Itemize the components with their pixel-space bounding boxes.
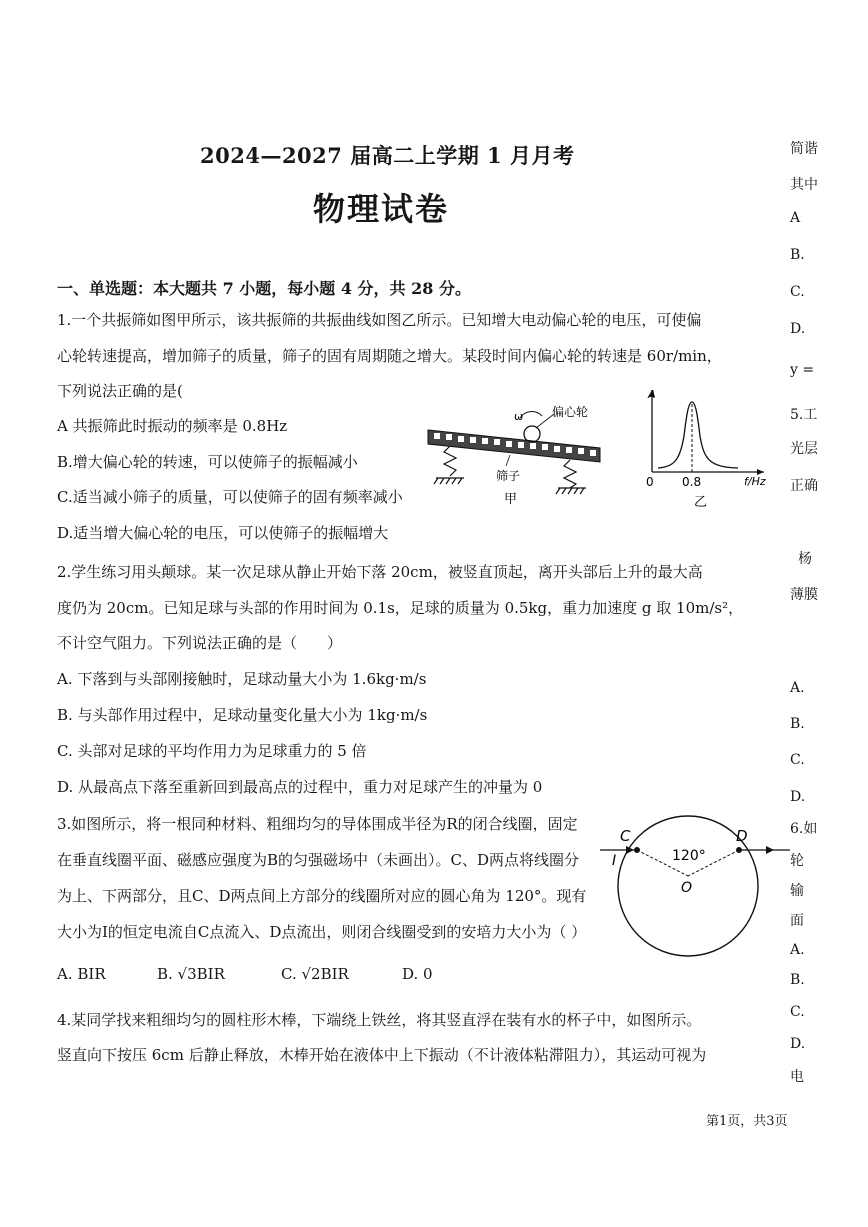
- right-strip-text: D.: [790, 789, 806, 805]
- q1-option-d: D.适当增大偏心轮的电压，可以使筛子的振幅增大: [57, 524, 389, 542]
- right-strip-text: 电: [790, 1069, 804, 1085]
- figure-jia-caption: 甲: [504, 492, 518, 507]
- q3-option-a: A. BIR: [57, 965, 106, 983]
- center-o-label: O: [681, 880, 693, 896]
- y-axis-label: A: [648, 388, 656, 401]
- right-strip-text: y =: [790, 362, 815, 378]
- right-strip-text: 正确: [790, 478, 818, 494]
- right-strip-text: 面: [790, 913, 804, 929]
- exam-title: 2024—2027 届高二上学期 1 月月考: [200, 143, 575, 168]
- page-number: 第1页，共3页: [706, 1114, 788, 1129]
- q2-option-a: A. 下落到与头部刚接触时，足球动量大小为 1.6kg·m/s: [57, 670, 427, 688]
- q2-option-c: C. 头部对足球的平均作用力为足球重力的 5 倍: [57, 742, 367, 760]
- right-strip-text: B.: [790, 247, 805, 263]
- q1-stem-line-1: 1.一个共振筛如图甲所示，该共振筛的共振曲线如图乙所示。已知增大电动偏心轮的电压，可使偏: [57, 311, 702, 329]
- subject-title: 物理试卷: [313, 190, 450, 228]
- angle-label: 120°: [672, 848, 706, 864]
- q3-stem-line-3: 为上、下两部分，且C、D两点间上方部分的线圈所对应的圆心角为 120°。现有: [57, 887, 587, 905]
- q3-stem-line-2: 在垂直线圈平面、磁感应强度为B的匀强磁场中（未画出）。C、D两点将线圈分: [57, 851, 580, 869]
- right-strip-text: A.: [790, 942, 805, 958]
- right-strip-text: C.: [790, 1004, 805, 1020]
- point-c-label: C: [620, 827, 631, 845]
- sieve-label: 筛子: [496, 469, 521, 483]
- right-strip-text: 光层: [790, 441, 818, 457]
- right-strip-text: B.: [790, 716, 805, 732]
- coil-figure: [600, 810, 792, 970]
- resonance-curve-figure: [638, 384, 774, 510]
- q1-option-c: C.适当减小筛子的质量，可以使筛子的固有频率减小: [57, 488, 403, 506]
- right-strip-text: C.: [790, 284, 805, 300]
- q1-stem-line-2: 心轮转速提高，增加筛子的质量，筛子的固有周期随之增大。某段时间内偏心轮的转速是 60r/min，: [57, 347, 722, 365]
- q1-option-a: A 共振筛此时振动的频率是 0.8Hz: [57, 417, 288, 435]
- q2-stem-line-2: 度仍为 20cm。已知足球与头部的作用时间为 0.1s，足球的质量为 0.5kg，重力加速度 g 取 10m/s²，: [57, 599, 744, 617]
- right-strip-text: A.: [790, 680, 805, 696]
- eccentric-wheel-label: 偏心轮: [552, 405, 589, 419]
- q3-stem-line-4: 大小为I的恒定电流自C点流入、D点流出，则闭合线圈受到的安培力大小为（ ）: [57, 923, 587, 941]
- x-axis-label: f/Hz: [744, 475, 766, 488]
- section-heading: 一、单选题：本大题共 7 小题，每小题 4 分，共 28 分。: [57, 279, 471, 298]
- right-strip-text: 输: [790, 883, 804, 899]
- figure-yi-caption: 乙: [694, 495, 708, 510]
- current-label: I: [612, 853, 617, 869]
- right-strip-text: 杨: [798, 551, 812, 567]
- q3-option-b: B. √3BIR: [157, 965, 225, 983]
- right-strip-text: 6.如: [790, 821, 818, 837]
- right-strip-text: D.: [790, 321, 806, 337]
- sieve-figure: [420, 400, 610, 512]
- q2-stem-line-1: 2.学生练习用头颠球。某一次足球从静止开始下落 20cm，被竖直顶起，离开头部后上升的最大高: [57, 563, 703, 581]
- right-strip-text: B.: [790, 972, 805, 988]
- q2-option-d: D. 从最高点下落至重新回到最高点的过程中，重力对足球产生的冲量为 0: [57, 778, 543, 796]
- right-strip-text: C.: [790, 752, 805, 768]
- omega-label: ω: [514, 410, 524, 423]
- right-strip-text: D.: [790, 1036, 806, 1052]
- right-strip-text: 5.工: [790, 407, 818, 423]
- origin-label: 0: [646, 475, 654, 489]
- q2-option-b: B. 与头部作用过程中，足球动量变化量大小为 1kg·m/s: [57, 706, 428, 724]
- right-strip-text: 其中: [790, 177, 818, 193]
- q3-stem-line-1: 3.如图所示，将一根同种材料、粗细均匀的导体围成半径为R的闭合线圈，固定: [57, 815, 578, 833]
- q4-stem-line-2: 竖直向下按压 6cm 后静止释放，木棒开始在液体中上下振动（不计液体粘滞阻力），其运动可视为: [57, 1046, 707, 1064]
- right-strip-text: 薄膜: [790, 587, 818, 603]
- q4-stem-line-1: 4.某同学找来粗细均匀的圆柱形木棒，下端绕上铁丝，将其竖直浮在装有水的杯子中，如图所示。: [57, 1011, 702, 1029]
- q1-option-b: B.增大偏心轮的转速，可以使筛子的振幅减小: [57, 453, 358, 471]
- right-strip-text: 轮: [790, 853, 804, 869]
- point-d-label: D: [736, 827, 748, 845]
- q1-stem-line-3: 下列说法正确的是(: [57, 382, 183, 400]
- q3-option-d: D. 0: [402, 965, 433, 983]
- peak-frequency-label: 0.8: [682, 475, 702, 489]
- q3-option-c: C. √2BIR: [281, 965, 349, 983]
- q2-stem-line-3: 不计空气阻力。下列说法正确的是（ ）: [57, 634, 343, 652]
- right-strip-text: 简谐: [790, 141, 818, 157]
- right-strip-text: A: [790, 210, 801, 226]
